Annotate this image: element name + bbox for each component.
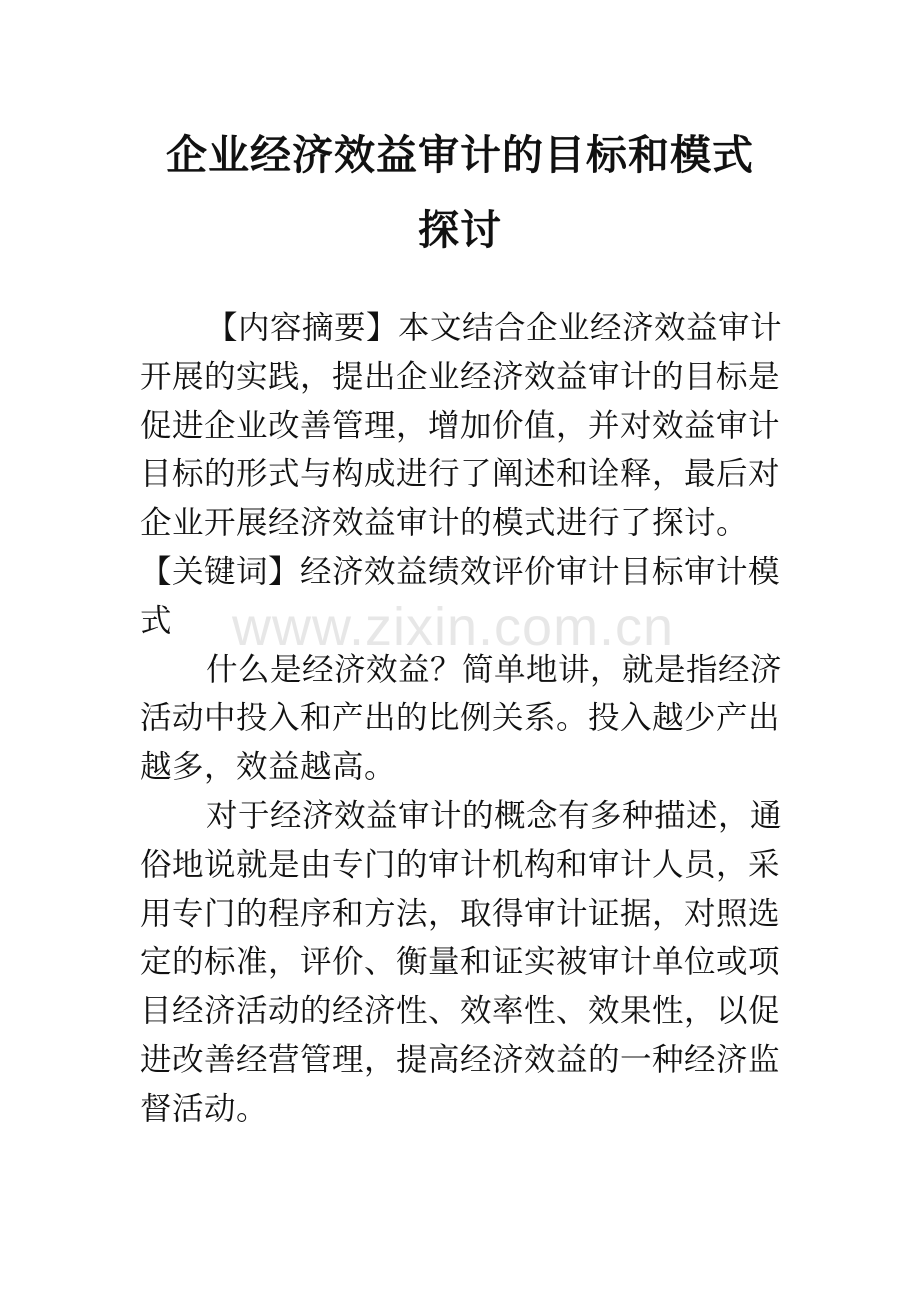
- document-title: 企业经济效益审计的目标和模式探讨: [166, 131, 754, 254]
- concept-paragraph: 对于经济效益审计的概念有多种描述，通俗地说就是由专门的审计机构和审计人员，采用专门的程序和方法，取得审计证据，对照选定的标准，评价、衡量和证实被审计单位或项目经济活动的经济性、效率性、效果性，以促进改善经营管理，提高经济效益的一种经济监督活动。: [140, 797, 783, 1127]
- abstract-paragraph: 【内容摘要】本文结合企业经济效益审计开展的实践，提出企业经济效益审计的目标是促进企业改善管理，增加价值，并对效益审计目标的形式与构成进行了阐述和诠释，最后对企业开展经济效益审计的模式进行了探讨。: [140, 310, 783, 542]
- watermark-text: www.zixin.com.cn: [232, 597, 675, 657]
- document-body: [140, 304, 790, 1134]
- keywords-paragraph: 【关键词】经济效益绩效评价审计目标审计模式: [140, 553, 781, 639]
- definition-paragraph: 什么是经济效益？简单地讲，就是指经济活动中投入和产出的比例关系。投入越少产出越多，效益越高。: [140, 651, 783, 786]
